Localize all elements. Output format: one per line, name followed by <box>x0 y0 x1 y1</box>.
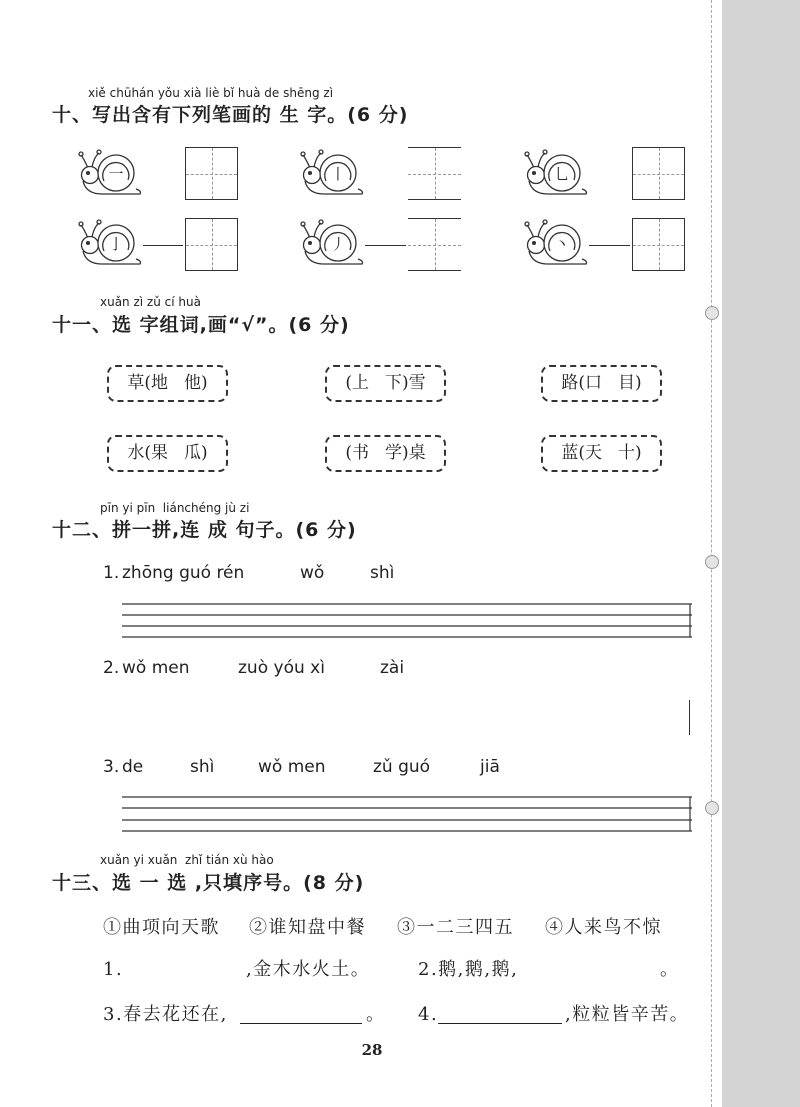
writing-grid-edge[interactable] <box>689 700 690 735</box>
question-text: 。 <box>660 959 680 980</box>
answer-blank[interactable] <box>240 1002 362 1024</box>
choice-text: )桌 <box>402 443 426 463</box>
poem-option: ④人来鸟不惊 <box>545 917 662 938</box>
pinyin-word: wǒ <box>300 563 325 583</box>
pinyin-word: shì <box>190 757 215 777</box>
stroke-label: 丶 <box>554 235 570 253</box>
choice-option[interactable]: 果 <box>151 443 168 463</box>
snail-icon <box>524 148 590 200</box>
writing-box[interactable] <box>408 218 461 271</box>
four-line-writing-grid[interactable] <box>122 603 692 639</box>
choice-option[interactable]: 十 <box>618 443 635 463</box>
cut-line <box>711 0 712 1107</box>
poem-option: ②谁知盘中餐 <box>249 917 366 938</box>
page-number: 28 <box>361 1041 383 1059</box>
writing-box[interactable] <box>632 147 685 200</box>
pinyin-word: zhōng guó rén <box>122 563 245 583</box>
choice-option[interactable]: 瓜 <box>184 443 201 463</box>
writing-box[interactable] <box>185 218 238 271</box>
question-text: 2.鹅,鹅,鹅, <box>418 959 519 980</box>
snail-icon <box>300 148 366 200</box>
word-choice-box <box>325 435 446 472</box>
writing-box[interactable] <box>632 218 685 271</box>
answer-blank[interactable] <box>122 959 242 980</box>
section11-title: 十一、选 字组词,画“√”。(6 分) <box>52 314 350 336</box>
choice-text: ( <box>345 443 352 463</box>
poem-option: ③一二三四五 <box>397 917 514 938</box>
pinyin-word: shì <box>370 563 395 583</box>
stroke-label: 丿 <box>330 235 346 253</box>
question-number: 4. <box>418 1004 439 1025</box>
word-choice-box <box>541 435 662 472</box>
pinyin-word: zài <box>380 658 405 678</box>
pinyin-word: wǒ men <box>258 757 326 777</box>
choice-option[interactable]: 他 <box>184 373 201 393</box>
section10-pinyin: xiě chūhán yǒu xià liè bǐ huà de shēng zì <box>88 86 334 100</box>
choice-text: 草( <box>127 373 151 393</box>
choice-option[interactable]: 口 <box>585 373 602 393</box>
pinyin-word: zuò yóu xì <box>238 658 325 678</box>
pinyin-word: wǒ men <box>122 658 190 678</box>
choice-text: 水( <box>127 443 151 463</box>
section13-title: 十三、选 一 选 ,只填序号。(8 分) <box>52 872 365 894</box>
snail-icon <box>78 148 144 200</box>
section12-pinyin: pīn yi pīn liánchéng jù zi <box>100 501 250 515</box>
choice-text: 蓝( <box>561 443 585 463</box>
choice-option[interactable]: 上 <box>352 373 369 393</box>
binding-hole <box>705 555 719 569</box>
choice-text: ) <box>201 373 208 393</box>
section11-pinyin: xuǎn zì zǔ cí huà <box>100 295 201 309</box>
connector-line <box>365 245 406 246</box>
question-number: 1. <box>103 959 124 980</box>
choice-option[interactable]: 目 <box>618 373 635 393</box>
choice-text: )雪 <box>402 373 426 393</box>
connector-line <box>143 245 183 246</box>
choice-text: 路( <box>561 373 585 393</box>
choice-option[interactable]: 地 <box>151 373 168 393</box>
question-text: 3.春去花还在, <box>103 1004 228 1025</box>
answer-blank[interactable] <box>438 1002 562 1024</box>
side-margin-band <box>722 0 800 1107</box>
snail-icon <box>300 218 366 270</box>
choice-option[interactable]: 下 <box>385 373 402 393</box>
choice-option[interactable]: 天 <box>585 443 602 463</box>
four-line-writing-grid[interactable] <box>122 796 692 833</box>
pinyin-word: de <box>122 757 144 777</box>
item-number: 3. <box>103 757 120 777</box>
choice-option[interactable]: 学 <box>385 443 402 463</box>
question-text: ,金木水火土。 <box>246 959 371 980</box>
stroke-label: 丨 <box>330 165 346 183</box>
choice-option[interactable]: 书 <box>352 443 369 463</box>
item-number: 1. <box>103 563 120 583</box>
stroke-label: 一 <box>108 165 124 183</box>
section13-pinyin: xuǎn yi xuǎn zhǐ tián xù hào <box>100 853 274 867</box>
question-text: 。 <box>366 1004 386 1025</box>
writing-box[interactable] <box>185 147 238 200</box>
stroke-label: 亅 <box>108 235 124 253</box>
choice-text: ( <box>345 373 352 393</box>
word-choice-box <box>325 365 446 402</box>
stroke-label: 乚 <box>554 165 570 183</box>
choice-text: ) <box>635 443 642 463</box>
pinyin-word: zǔ guó <box>373 757 431 777</box>
word-choice-box <box>541 365 662 402</box>
binding-hole <box>705 306 719 320</box>
word-choice-box <box>107 435 228 472</box>
choice-text: ) <box>201 443 208 463</box>
section12-title: 十二、拼一拼,连 成 句子。(6 分) <box>52 519 357 541</box>
pinyin-word: jiā <box>480 757 500 777</box>
item-number: 2. <box>103 658 120 678</box>
binding-hole <box>705 801 719 815</box>
poem-option: ①曲项向天歌 <box>103 917 220 938</box>
snail-icon <box>78 218 144 270</box>
answer-blank[interactable] <box>545 959 655 980</box>
writing-box[interactable] <box>408 147 461 200</box>
section10-title: 十、写出含有下列笔画的 生 字。(6 分) <box>52 104 409 126</box>
word-choice-box <box>107 365 228 402</box>
snail-icon <box>524 218 590 270</box>
connector-line <box>589 245 630 246</box>
question-text: ,粒粒皆辛苦。 <box>565 1004 690 1025</box>
choice-text: ) <box>635 373 642 393</box>
